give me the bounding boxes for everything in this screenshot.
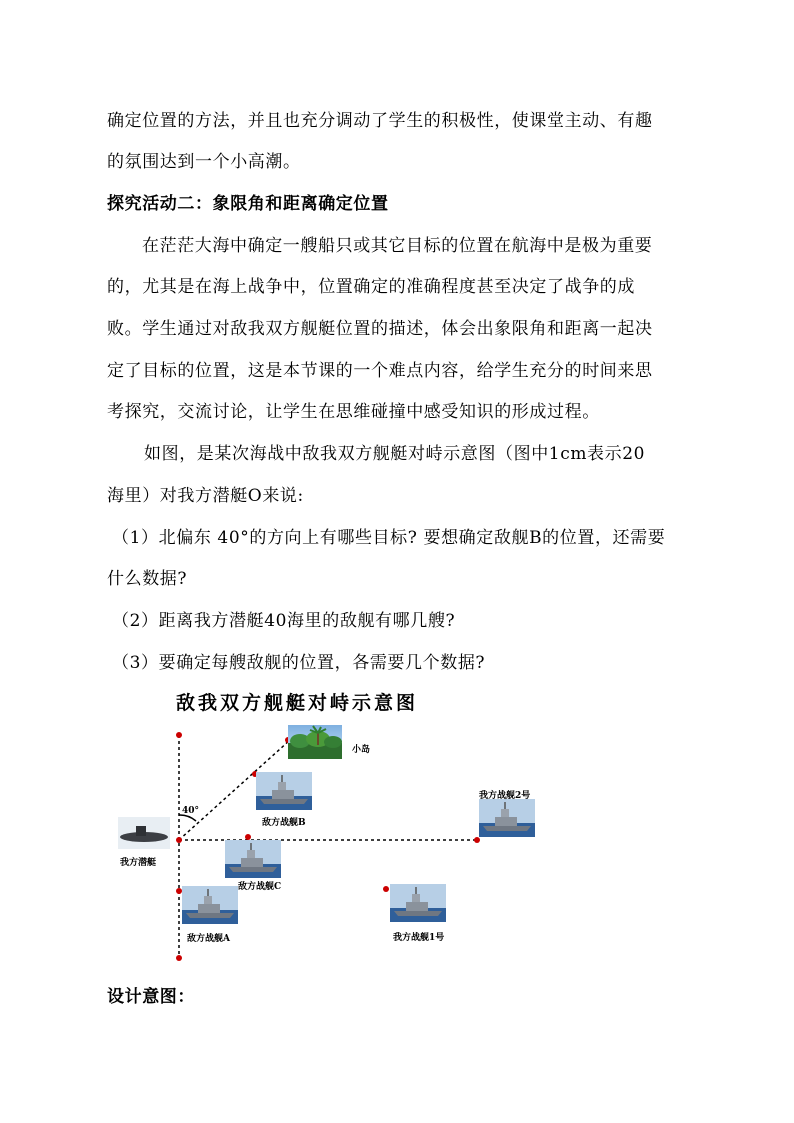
enemy-ship-a-image (182, 886, 238, 924)
warship-icon (256, 772, 312, 810)
island-image (288, 725, 342, 759)
warship-icon (225, 840, 281, 878)
our-ship-2-label: 我方战舰2号 (479, 791, 531, 801)
paragraph-line: 在茫茫大海中确定一艘船只或其它目标的位置在航海中是极为重要 (142, 236, 653, 256)
enemy-c-label: 敌方战舰C (238, 882, 282, 892)
our-ship-2-point (474, 837, 480, 843)
submarine-icon (118, 817, 170, 849)
design-intent-heading: 设计意图： (107, 987, 195, 1007)
paragraph-line: 考探究，交流讨论，让学生在思维碰撞中感受知识的形成过程。 (107, 402, 600, 422)
origin-point (176, 837, 182, 843)
angle-label: 40° (182, 806, 200, 816)
our-ship-1-label: 我方战舰1号 (393, 933, 445, 943)
enemy-b-label: 敌方战舰B (262, 818, 306, 828)
warship-icon (390, 884, 446, 922)
paragraph-line: 败。学生通过对敌我双方舰艇位置的描述，体会出象限角和距离一起决 (107, 319, 653, 339)
submarine-image (118, 817, 170, 849)
paragraph-line: 的氛围达到一个小高潮。 (107, 152, 301, 172)
axis-top-point (176, 732, 182, 738)
island-label: 小岛 (352, 745, 371, 755)
warship-icon (182, 886, 238, 924)
section-heading: 探究活动二：象限角和距离确定位置 (107, 194, 389, 214)
our-ship-1-point (383, 886, 389, 892)
paragraph-line: 如图，是某次海战中敌我双方舰艇对峙示意图（图中1cm表示20 (144, 444, 646, 464)
question-line: （2）距离我方潜艇40海里的敌舰有哪几艘? (112, 611, 456, 631)
enemy-a-label: 敌方战舰A (187, 934, 230, 944)
enemy-ship-c-image (225, 840, 281, 878)
enemy-ship-b-image (256, 772, 312, 810)
our-ship-2-image (479, 799, 535, 837)
palm-tree-icon (288, 725, 342, 759)
submarine-label: 我方潜艇 (120, 858, 157, 868)
paragraph-line: 定了目标的位置，这是本节课的一个难点内容，给学生充分的时间来思 (107, 361, 653, 381)
axis-bottom-point (176, 955, 182, 961)
paragraph-line: 确定位置的方法，并且也充分调动了学生的积极性，使课堂主动、有趣 (107, 111, 653, 131)
question-line: 什么数据? (107, 569, 188, 589)
question-line: （1）北偏东 40°的方向上有哪些目标? 要想确定敌舰B的位置，还需要 (112, 528, 666, 548)
our-ship-1-image (390, 884, 446, 922)
question-line: （3）要确定每艘敌舰的位置，各需要几个数据? (112, 653, 486, 673)
diagram-title: 敌我双方舰艇对峙示意图 (176, 692, 419, 714)
paragraph-line: 海里）对我方潜艇O来说: (107, 486, 304, 506)
paragraph-line: 的，尤其是在海上战争中，位置确定的准确程度甚至决定了战争的成 (107, 277, 635, 297)
warship-icon (479, 799, 535, 837)
